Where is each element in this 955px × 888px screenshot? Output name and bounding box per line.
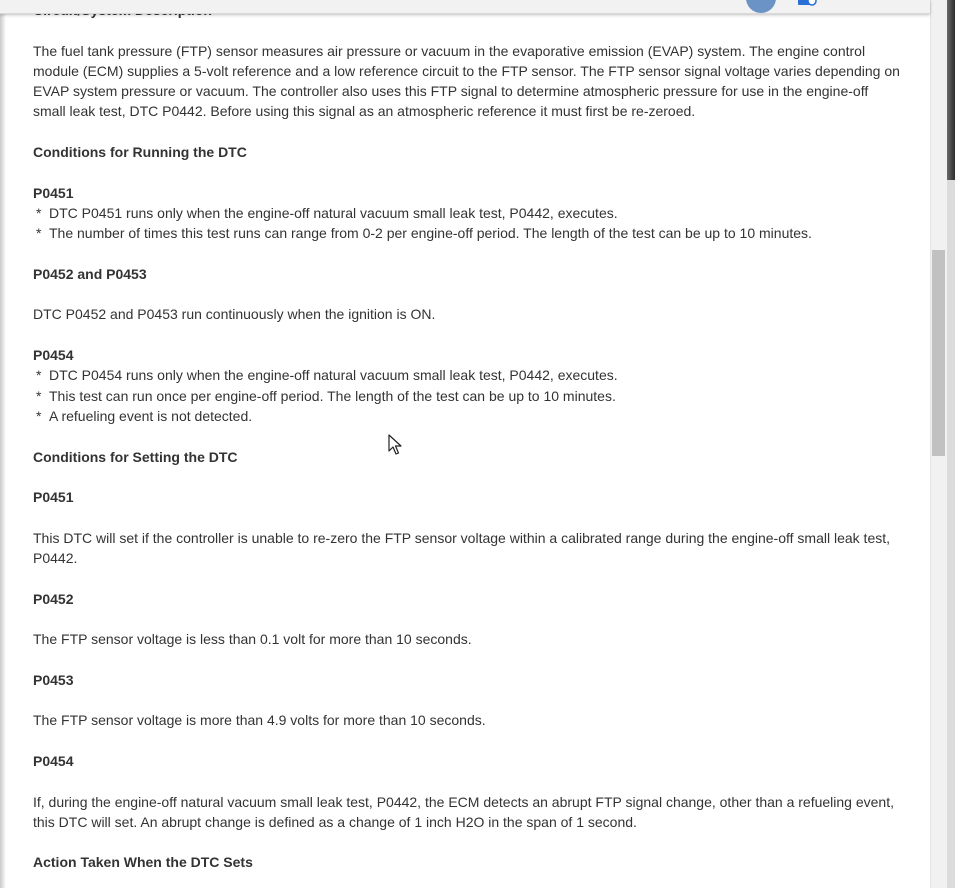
top-toolbar	[0, 0, 930, 14]
scrollbar-thumb[interactable]	[932, 250, 945, 456]
circuit-description-text: The fuel tank pressure (FTP) sensor measures air pressure or vacuum in the evaporative emission (EVAP) system. The engine control module (ECM) supplies a 5-volt reference and a low reference circuit to the FTP sensor. The FTP sensor signal voltage varies depending on EVAP system pressure or vacuum. The controller also uses this FTP signal to determine atmospheric pressure for use in the engine-off small leak test, DTC P0442. Before using this signal as an atmospheric reference it must first be re-zeroed.	[33, 42, 900, 120]
bullet-marker: *	[36, 225, 42, 242]
running-conditions-heading: Conditions for Running the DTC	[33, 144, 247, 161]
running-p0451-heading: P0451	[33, 184, 74, 201]
running-p0454-bullet	[33, 406, 902, 426]
action-taken-heading: Action Taken When the DTC Sets	[33, 854, 253, 871]
window-right-edge	[947, 0, 955, 888]
spacer	[33, 122, 902, 142]
running-p0454-bullet	[33, 386, 902, 406]
spacer	[33, 650, 902, 670]
spacer	[33, 284, 902, 304]
user-avatar-icon[interactable]	[746, 0, 776, 13]
spacer	[33, 467, 902, 487]
running-p0451-bullet	[33, 203, 902, 223]
setting-p0452-text: The FTP sensor voltage is less than 0.1 volt for more than 10 seconds.	[33, 631, 472, 648]
setting-p0454-heading: P0454	[33, 752, 74, 769]
spacer	[33, 325, 902, 345]
running-p0451-bullet	[33, 223, 902, 243]
spacer	[33, 731, 902, 751]
app-window-icon[interactable]	[797, 0, 817, 6]
bullet-marker: *	[36, 367, 42, 384]
spacer	[33, 832, 902, 852]
spacer	[33, 568, 902, 588]
spacer	[33, 20, 902, 40]
bullet-marker: *	[36, 204, 42, 221]
spacer	[33, 609, 902, 629]
bullet-text: DTC P0454 runs only when the engine-off natural vacuum small leak test, P0442, executes.	[49, 367, 618, 384]
setting-p0453-heading: P0453	[33, 671, 74, 688]
bullet-text: DTC P0451 runs only when the engine-off natural vacuum small leak test, P0442, executes.	[49, 204, 618, 221]
spacer	[33, 771, 902, 791]
spacer	[33, 162, 902, 182]
spacer	[33, 507, 902, 527]
bullet-marker: *	[36, 407, 42, 424]
setting-p0452-heading: P0452	[33, 590, 74, 607]
setting-p0454-text: If, during the engine-off natural vacuum small leak test, P0442, the ECM detects an abrupt FTP signal change, other than a refueling event, this DTC will set. An abrupt change is defined as a change of 1 inch H2O in the span of 1 second.	[33, 793, 894, 830]
setting-conditions-heading: Conditions for Setting the DTC	[33, 448, 238, 465]
spacer	[33, 426, 902, 446]
mouse-pointer-icon	[388, 434, 402, 455]
spacer	[33, 244, 902, 264]
bullet-marker: *	[36, 387, 42, 404]
running-p0452-p0453-heading: P0452 and P0453	[33, 265, 147, 282]
background-window-strip	[947, 180, 955, 888]
running-p0454-bullet	[33, 365, 902, 385]
setting-p0451-text: This DTC will set if the controller is unable to re-zero the FTP sensor voltage within a calibrated range during the engine-off small leak test, P0442.	[33, 529, 891, 567]
setting-p0453-text: The FTP sensor voltage is more than 4.9 volts for more than 10 seconds.	[33, 712, 486, 729]
spacer	[33, 690, 902, 710]
running-p0452-p0453-text: DTC P0452 and P0453 run continuously when the ignition is ON.	[33, 306, 436, 323]
running-p0454-heading: P0454	[33, 347, 74, 364]
setting-p0451-heading: P0451	[33, 489, 74, 506]
bullet-text: This test can run once per engine-off period. The length of the test can be up to 10 minutes.	[49, 387, 616, 404]
bullet-text: A refueling event is not detected.	[49, 407, 253, 424]
bullet-text: The number of times this test runs can range from 0-2 per engine-off period. The length of the test can be up to 10 minutes.	[49, 225, 812, 242]
